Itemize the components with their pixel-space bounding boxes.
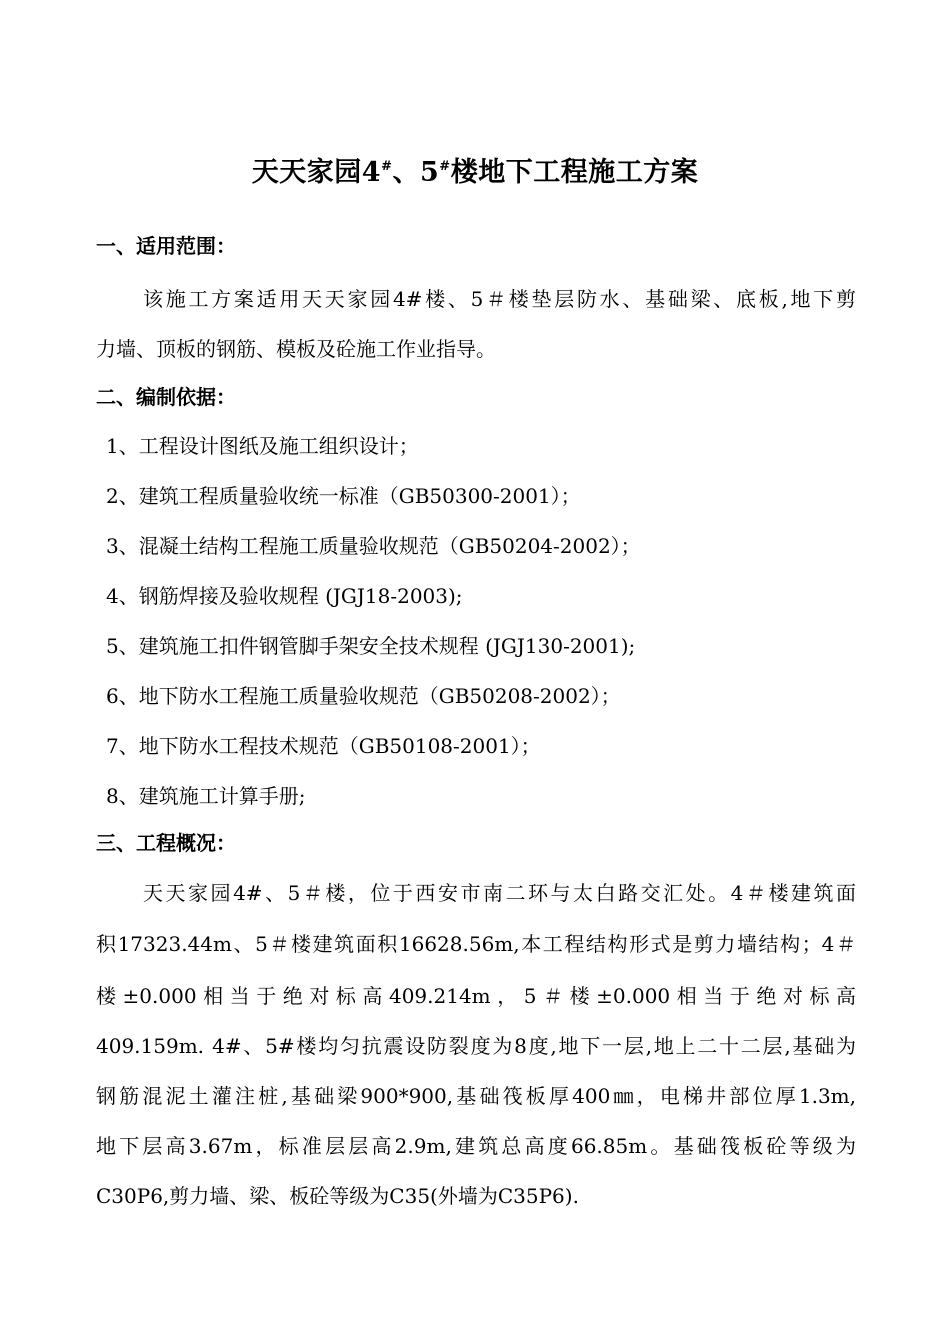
list-item: 3、混凝土结构工程施工质量验收规范（GB50204-2002）； [106, 534, 641, 558]
list-item: 6、地下防水工程施工质量验收规范（GB50208-2002）； [106, 684, 621, 708]
paragraph-line: 地下层高3.67m，标准层层高2.9m,建筑总高度66.85m。基础筏板砼等级为 [96, 1134, 856, 1158]
paragraph-line: 该施工方案适用天天家园4#楼、5＃楼垫层防水、基础梁、底板,地下剪 [143, 287, 856, 311]
section-heading-scope: 一、适用范围： [96, 234, 236, 258]
section-heading-basis: 二、编制依据： [96, 385, 236, 409]
list-item: 2、建筑工程质量验收统一标准（GB50300-2001）； [106, 484, 581, 508]
paragraph-line: 积17323.44m、5＃楼建筑面积16628.56m,本工程结构形式是剪力墙结构；4＃ [96, 932, 856, 956]
list-item: 8、建筑施工计算手册; [106, 784, 306, 808]
document-title [0, 150, 950, 189]
title-superscript-2: # [439, 159, 451, 174]
list-item: 5、建筑施工扣件钢管脚手架安全技术规程 (JGJ130-2001); [106, 634, 636, 658]
paragraph-line: 天天家园4#、5＃楼，位于西安市南二环与太白路交汇处。4＃楼建筑面 [143, 881, 856, 905]
list-item: 7、地下防水工程技术规范（GB50108-2001）； [106, 734, 541, 758]
title-prefix: 天天家园4 [251, 157, 382, 188]
paragraph-line: 409.159m. 4#、5#楼均匀抗震设防裂度为8度,地下一层,地上二十二层,基础为 [96, 1034, 856, 1058]
paragraph-line: 楼±0.000相当于绝对标高409.214m，5＃楼±0.000相当于绝对标高 [96, 984, 856, 1008]
paragraph-line: 钢筋混泥土灌注桩,基础梁900*900,基础筏板厚400㎜，电梯井部位厚1.3m, [96, 1084, 856, 1108]
title-middle: 、5 [392, 157, 440, 188]
list-item: 4、钢筋焊接及验收规程 (JGJ18-2003); [106, 584, 463, 608]
paragraph-line: C30P6,剪力墙、梁、板砼等级为C35(外墙为C35P6). [96, 1184, 579, 1208]
paragraph-line: 力墙、顶板的钢筋、模板及砼施工作业指导。 [96, 337, 496, 361]
section-heading-overview: 三、工程概况： [96, 831, 236, 855]
title-suffix: 楼地下工程施工方案 [450, 157, 699, 188]
list-item: 1、工程设计图纸及施工组织设计； [106, 434, 419, 458]
title-superscript-1: # [381, 159, 393, 174]
